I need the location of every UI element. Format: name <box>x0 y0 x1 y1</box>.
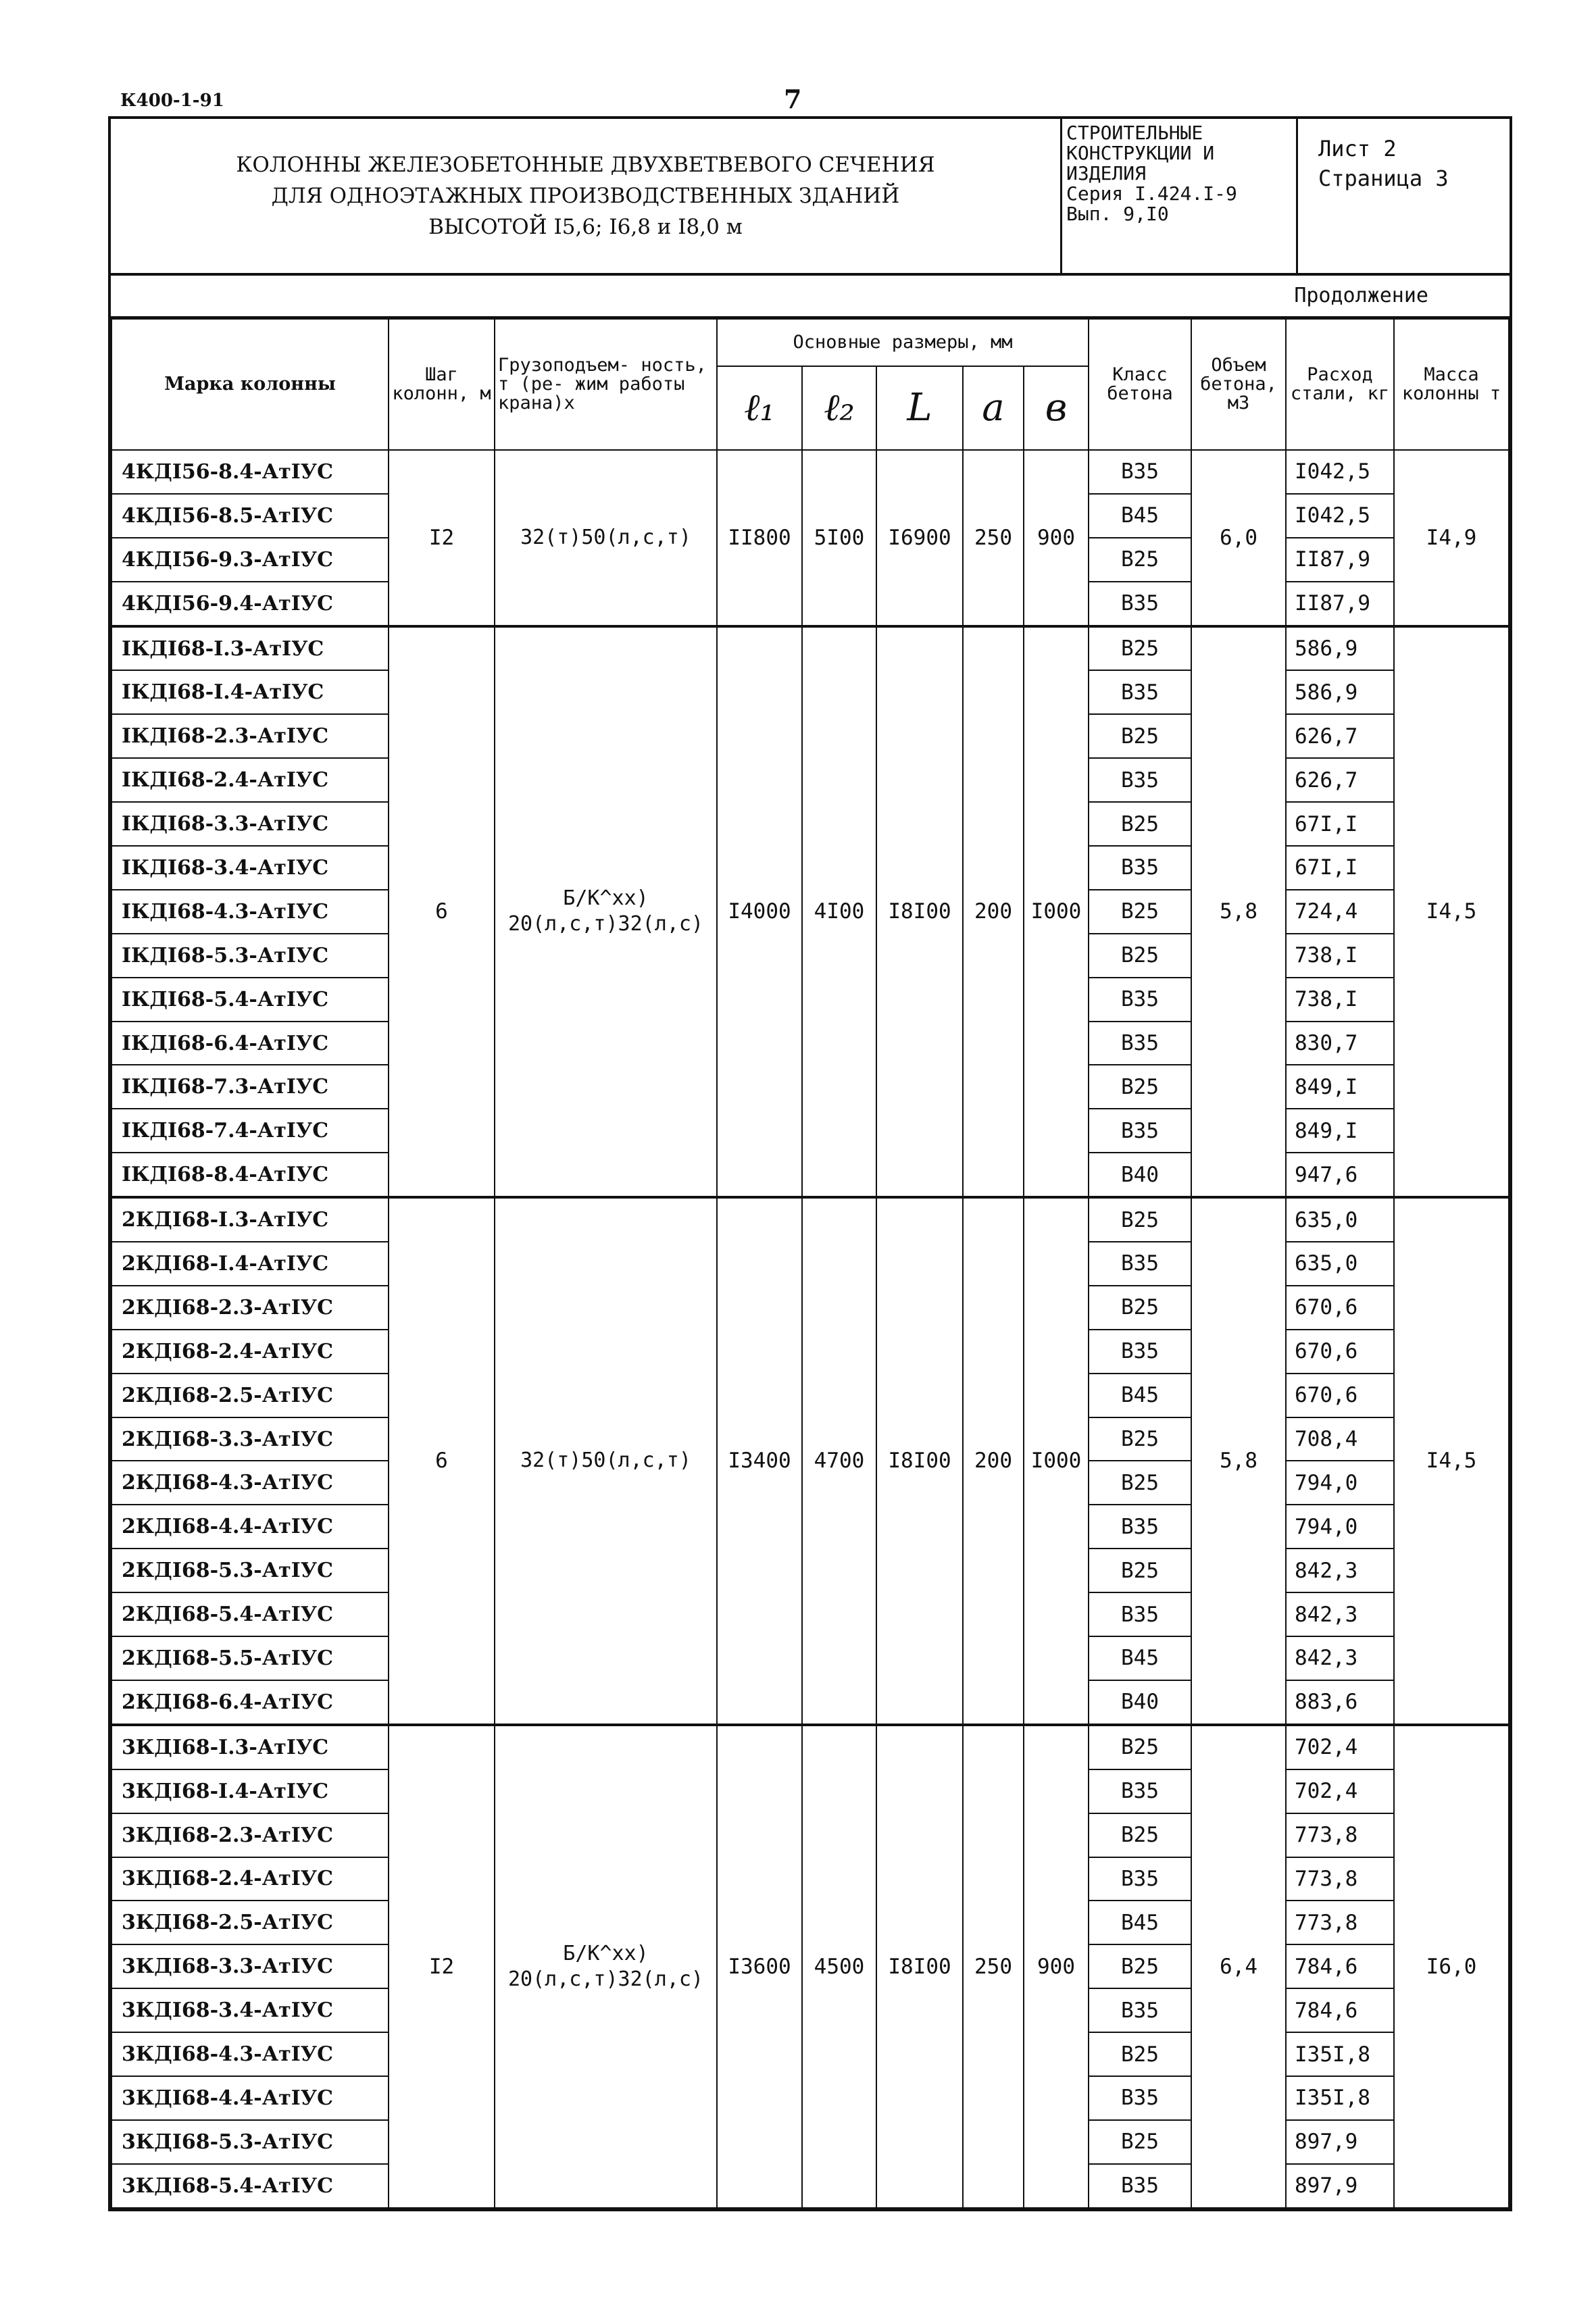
dim-l1: II800 <box>717 450 802 626</box>
steel-consumption: I35I,8 <box>1286 2032 1394 2076</box>
load-capacity <box>495 450 717 626</box>
concrete-class: B35 <box>1089 670 1191 714</box>
dim-a: 250 <box>963 450 1024 626</box>
header-mark: Марка колонны <box>111 319 389 450</box>
dim-b: 900 <box>1024 450 1089 626</box>
concrete-class: B35 <box>1089 1769 1191 1813</box>
concrete-class: B25 <box>1089 2120 1191 2164</box>
document-title <box>111 119 1062 273</box>
column-mark: 2КДI68-5.4-АтIУС <box>111 1592 389 1636</box>
column-mark: IКДI68-2.3-АтIУС <box>111 714 389 758</box>
dim-a: 250 <box>963 1725 1024 2208</box>
title-line: ДЛЯ ОДНОЭТАЖНЫХ ПРОИЗВОДСТВЕННЫХ ЗДАНИЙ <box>271 184 900 208</box>
column-mark: 3КДI68-3.3-АтIУС <box>111 1944 389 1988</box>
table-row <box>111 626 1509 671</box>
column-mass: I4,5 <box>1394 626 1509 1198</box>
concrete-class: B35 <box>1089 1988 1191 2032</box>
steel-consumption: 708,4 <box>1286 1417 1394 1461</box>
title-line: ВЫСОТОЙ I5,6; I6,8 и I8,0 м <box>428 215 743 239</box>
series-line: СТРОИТЕЛЬНЫЕ <box>1066 122 1203 144</box>
header-dim-l1: ℓ₁ <box>717 366 802 450</box>
steel-consumption: 784,6 <box>1286 1944 1394 1988</box>
column-mark: 2КДI68-3.3-АтIУС <box>111 1417 389 1461</box>
steel-consumption: I042,5 <box>1286 450 1394 494</box>
concrete-class: B35 <box>1089 2076 1191 2120</box>
header-steel: Расход стали, кг <box>1286 319 1394 450</box>
header-concrete-volume: Объем бетона, м3 <box>1191 319 1286 450</box>
column-mark: 2КДI68-5.3-АтIУС <box>111 1549 389 1592</box>
column-mark: IКДI68-3.3-АтIУС <box>111 802 389 846</box>
column-mark: IКДI68-7.4-АтIУС <box>111 1109 389 1153</box>
series-line: ИЗДЕЛИЯ <box>1066 162 1147 184</box>
dim-l2: 4I00 <box>802 626 876 1198</box>
steel-consumption: 794,0 <box>1286 1461 1394 1505</box>
load-value: 20(л,с,т)32(л,с) <box>508 912 703 936</box>
concrete-class: B45 <box>1089 1636 1191 1680</box>
load-capacity <box>495 626 717 1198</box>
concrete-class: B25 <box>1089 1065 1191 1109</box>
concrete-class: B40 <box>1089 1680 1191 1725</box>
concrete-class: B35 <box>1089 758 1191 802</box>
steel-consumption: I35I,8 <box>1286 2076 1394 2120</box>
crane-mode-note: Б/К^хх) <box>563 1941 649 1965</box>
column-mark: IКДI68-7.3-АтIУС <box>111 1065 389 1109</box>
steel-consumption: 670,6 <box>1286 1374 1394 1417</box>
dim-l1: I4000 <box>717 626 802 1198</box>
steel-consumption: 842,3 <box>1286 1636 1394 1680</box>
concrete-class: B35 <box>1089 846 1191 890</box>
concrete-class: B25 <box>1089 934 1191 978</box>
column-mark: IКДI68-4.3-АтIУС <box>111 890 389 934</box>
concrete-class: B25 <box>1089 714 1191 758</box>
concrete-class: B25 <box>1089 1944 1191 1988</box>
title-block <box>111 119 1510 276</box>
concrete-volume: 5,8 <box>1191 626 1286 1198</box>
concrete-class: B25 <box>1089 802 1191 846</box>
steel-consumption: 849,I <box>1286 1109 1394 1153</box>
column-mark: 2КДI68-I.4-АтIУС <box>111 1242 389 1286</box>
dim-l1: I3600 <box>717 1725 802 2208</box>
concrete-class: B35 <box>1089 978 1191 1022</box>
columns-table <box>111 318 1510 2209</box>
steel-consumption: 897,9 <box>1286 2164 1394 2208</box>
column-step: 6 <box>389 626 495 1198</box>
column-mark: 2КДI68-4.3-АтIУС <box>111 1461 389 1505</box>
concrete-class: B25 <box>1089 1813 1191 1857</box>
steel-consumption: 773,8 <box>1286 1857 1394 1901</box>
column-mark: 3КДI68-I.3-АтIУС <box>111 1725 389 1769</box>
concrete-class: B25 <box>1089 1286 1191 1330</box>
table-row <box>111 1197 1509 1242</box>
steel-consumption: 67I,I <box>1286 802 1394 846</box>
dim-a: 200 <box>963 626 1024 1198</box>
concrete-class: B35 <box>1089 582 1191 626</box>
concrete-class: B25 <box>1089 538 1191 582</box>
column-mark: 3КДI68-5.3-АтIУС <box>111 2120 389 2164</box>
steel-consumption: 724,4 <box>1286 890 1394 934</box>
header-concrete-class: Класс бетона <box>1089 319 1191 450</box>
concrete-class: B45 <box>1089 1901 1191 1944</box>
column-mark: 2КДI68-2.5-АтIУС <box>111 1374 389 1417</box>
load-capacity <box>495 1725 717 2208</box>
load-value: 32(т)50(л,с,т) <box>520 1449 691 1473</box>
column-mark: 3КДI68-2.3-АтIУС <box>111 1813 389 1857</box>
concrete-class: B25 <box>1089 1725 1191 1769</box>
dim-L: I8I00 <box>876 1725 963 2208</box>
series-line: Вып. 9,I0 <box>1066 203 1169 225</box>
column-mark: IКДI68-I.4-АтIУС <box>111 670 389 714</box>
concrete-class: B25 <box>1089 890 1191 934</box>
series-info <box>1062 119 1298 273</box>
steel-consumption: 626,7 <box>1286 758 1394 802</box>
concrete-class: B25 <box>1089 1549 1191 1592</box>
column-mark: 2КДI68-4.4-АтIУС <box>111 1505 389 1549</box>
series-line: КОНСТРУКЦИИ И <box>1066 142 1215 164</box>
column-mark: 4КДI56-8.5-АтIУС <box>111 494 389 538</box>
steel-consumption: 794,0 <box>1286 1505 1394 1549</box>
concrete-volume: 6,0 <box>1191 450 1286 626</box>
steel-consumption: 773,8 <box>1286 1901 1394 1944</box>
column-mark: 2КДI68-2.3-АтIУС <box>111 1286 389 1330</box>
column-mark: 3КДI68-2.4-АтIУС <box>111 1857 389 1901</box>
header-dim-a: a <box>963 366 1024 450</box>
column-mass: I4,9 <box>1394 450 1509 626</box>
steel-consumption: 586,9 <box>1286 626 1394 671</box>
steel-consumption: 738,I <box>1286 978 1394 1022</box>
column-mark: 2КДI68-5.5-АтIУС <box>111 1636 389 1680</box>
column-mark: 4КДI56-9.3-АтIУС <box>111 538 389 582</box>
concrete-class: B35 <box>1089 1592 1191 1636</box>
header-load: Грузоподъем- ность, т (ре- жим работы крана)х <box>495 319 717 450</box>
steel-consumption: 883,6 <box>1286 1680 1394 1725</box>
table-row <box>111 1725 1509 1769</box>
steel-consumption: 586,9 <box>1286 670 1394 714</box>
column-mark: 3КДI68-3.4-АтIУС <box>111 1988 389 2032</box>
dim-b: 900 <box>1024 1725 1089 2208</box>
steel-consumption: 830,7 <box>1286 1022 1394 1065</box>
steel-consumption: 626,7 <box>1286 714 1394 758</box>
steel-consumption: 635,0 <box>1286 1242 1394 1286</box>
dim-L: I6900 <box>876 450 963 626</box>
dim-l2: 4500 <box>802 1725 876 2208</box>
steel-consumption: II87,9 <box>1286 538 1394 582</box>
steel-consumption: 702,4 <box>1286 1725 1394 1769</box>
dim-b: I000 <box>1024 626 1089 1198</box>
column-mark: IКДI68-3.4-АтIУС <box>111 846 389 890</box>
column-mass: I4,5 <box>1394 1197 1509 1725</box>
concrete-class: B35 <box>1089 1109 1191 1153</box>
concrete-class: B25 <box>1089 626 1191 671</box>
load-value: 32(т)50(л,с,т) <box>520 525 691 549</box>
steel-consumption: 947,6 <box>1286 1153 1394 1197</box>
steel-consumption: 784,6 <box>1286 1988 1394 2032</box>
continuation-label: Продолжение <box>111 276 1510 318</box>
sheet-number: Лист 2 <box>1318 136 1397 161</box>
steel-consumption: 702,4 <box>1286 1769 1394 1813</box>
column-step: I2 <box>389 450 495 626</box>
header-step: Шаг колонн, м <box>389 319 495 450</box>
concrete-class: B25 <box>1089 1461 1191 1505</box>
document-frame <box>108 116 1512 2211</box>
concrete-volume: 6,4 <box>1191 1725 1286 2208</box>
steel-consumption: II87,9 <box>1286 582 1394 626</box>
header-mass: Масса колонны т <box>1394 319 1509 450</box>
table-row <box>111 450 1509 494</box>
column-mark: 3КДI68-4.4-АтIУС <box>111 2076 389 2120</box>
steel-consumption: 773,8 <box>1286 1813 1394 1857</box>
header-dim-L: L <box>876 366 963 450</box>
concrete-volume: 5,8 <box>1191 1197 1286 1725</box>
load-capacity <box>495 1197 717 1725</box>
column-mark: IКДI68-I.3-АтIУС <box>111 626 389 671</box>
steel-consumption: 635,0 <box>1286 1197 1394 1242</box>
dim-l1: I3400 <box>717 1197 802 1725</box>
sheet-info <box>1298 119 1510 273</box>
column-mark: 2КДI68-2.4-АтIУС <box>111 1330 389 1374</box>
concrete-class: B45 <box>1089 1374 1191 1417</box>
table-body <box>111 450 1509 2208</box>
sheet-page: Страница 3 <box>1318 166 1449 191</box>
column-mark: 3КДI68-2.5-АтIУС <box>111 1901 389 1944</box>
steel-consumption: 849,I <box>1286 1065 1394 1109</box>
column-mark: IКДI68-8.4-АтIУС <box>111 1153 389 1197</box>
column-mark: 2КДI68-I.3-АтIУС <box>111 1197 389 1242</box>
steel-consumption: 670,6 <box>1286 1330 1394 1374</box>
column-step: 6 <box>389 1197 495 1725</box>
concrete-class: B35 <box>1089 1505 1191 1549</box>
column-mark: IКДI68-2.4-АтIУС <box>111 758 389 802</box>
concrete-class: B35 <box>1089 450 1191 494</box>
series-line: Серия I.424.I-9 <box>1066 182 1237 205</box>
column-mark: 4КДI56-9.4-АтIУС <box>111 582 389 626</box>
steel-consumption: 670,6 <box>1286 1286 1394 1330</box>
concrete-class: B35 <box>1089 1330 1191 1374</box>
steel-consumption: 738,I <box>1286 934 1394 978</box>
dim-l2: 4700 <box>802 1197 876 1725</box>
column-step: I2 <box>389 1725 495 2208</box>
concrete-class: B40 <box>1089 1153 1191 1197</box>
header-dim-b: в <box>1024 366 1089 450</box>
dim-l2: 5I00 <box>802 450 876 626</box>
crane-mode-note: Б/К^хх) <box>563 886 649 911</box>
concrete-class: B25 <box>1089 2032 1191 2076</box>
steel-consumption: 842,3 <box>1286 1549 1394 1592</box>
header-dimensions: Основные размеры, мм <box>717 319 1089 366</box>
dim-b: I000 <box>1024 1197 1089 1725</box>
steel-consumption: 67I,I <box>1286 846 1394 890</box>
concrete-class: B35 <box>1089 1857 1191 1901</box>
title-line: КОЛОННЫ ЖЕЛЕЗОБЕТОННЫЕ ДВУХВЕТВЕВОГО СЕЧЕНИЯ <box>236 153 935 177</box>
steel-consumption: I042,5 <box>1286 494 1394 538</box>
dim-L: I8I00 <box>876 626 963 1198</box>
header-dim-l2: ℓ₂ <box>802 366 876 450</box>
column-mark: IКДI68-5.4-АтIУС <box>111 978 389 1022</box>
dim-L: I8I00 <box>876 1197 963 1725</box>
column-mark: 2КДI68-6.4-АтIУС <box>111 1680 389 1725</box>
steel-consumption: 897,9 <box>1286 2120 1394 2164</box>
load-value: 20(л,с,т)32(л,с) <box>508 1967 703 1991</box>
page-number: 7 <box>784 84 802 114</box>
column-mark: 3КДI68-4.3-АтIУС <box>111 2032 389 2076</box>
column-mark: 4КДI56-8.4-АтIУС <box>111 450 389 494</box>
concrete-class: B35 <box>1089 1242 1191 1286</box>
column-mark: 3КДI68-I.4-АтIУС <box>111 1769 389 1813</box>
concrete-class: B35 <box>1089 2164 1191 2208</box>
column-mass: I6,0 <box>1394 1725 1509 2208</box>
document-code: К400-1-91 <box>120 91 224 111</box>
column-mark: 3КДI68-5.4-АтIУС <box>111 2164 389 2208</box>
concrete-class: B25 <box>1089 1197 1191 1242</box>
column-mark: IКДI68-6.4-АтIУС <box>111 1022 389 1065</box>
concrete-class: B35 <box>1089 1022 1191 1065</box>
concrete-class: B45 <box>1089 494 1191 538</box>
concrete-class: B25 <box>1089 1417 1191 1461</box>
column-mark: IКДI68-5.3-АтIУС <box>111 934 389 978</box>
steel-consumption: 842,3 <box>1286 1592 1394 1636</box>
dim-a: 200 <box>963 1197 1024 1725</box>
